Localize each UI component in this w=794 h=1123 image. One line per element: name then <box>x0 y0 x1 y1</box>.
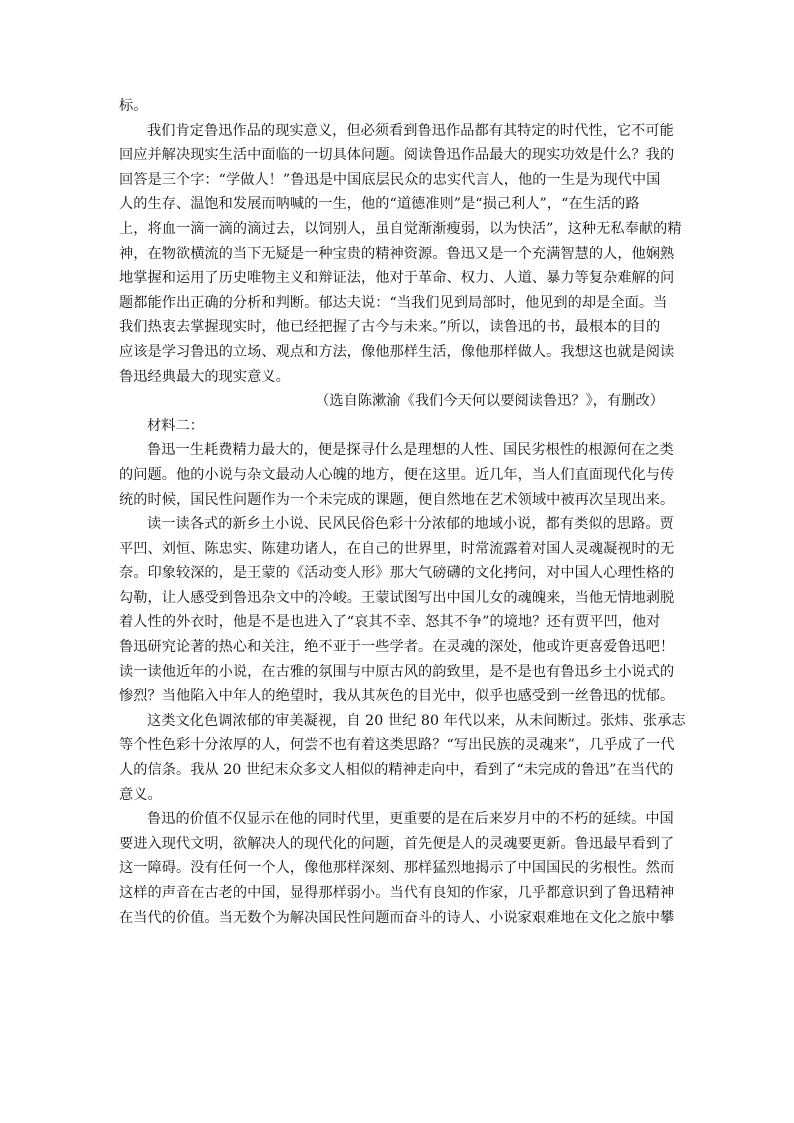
text-line: 上，将血一滴一滴的滴过去，以饲别人，虽自觉渐渐瘦弱，以为快活”，这种无私奉献的精 <box>119 220 682 237</box>
text-line: 奈。印象较深的，是王蒙的《活动变人形》那大气磅礴的文化拷问，对中国人心理性格的 <box>119 565 675 582</box>
text-line: 人的生存、温饱和发展而呐喊的一生，他的“道德准则”是“损己利人”，“在生活的路 <box>119 196 640 213</box>
text-line: 着人性的外衣时，他是不是也进入了“哀其不幸、怒其不争”的境地？还有贾平凹，他对 <box>119 614 661 631</box>
text-line: 神，在物欲横流的当下无疑是一种宝贵的精神资源。鲁迅又是一个充满智慧的人，他娴熟 <box>119 245 675 262</box>
text-line: 读一读他近年的小说，在古雅的氛围与中原古风的韵致里，是不是也有鲁迅乡土小说式的 <box>119 663 675 680</box>
text-line: 等个性色彩十分浓厚的人，何尝不也有着这类思路？“写出民族的灵魂来”，几乎成了一代 <box>119 737 675 754</box>
text-line: 这样的声音在古老的中国，显得那样弱小。当代有良知的作家，几乎都意识到了鲁迅精神 <box>119 885 675 901</box>
text-line: 的问题。他的小说与杂文最动人心魄的地方，便在这里。近几年，当人们直面现代化与传 <box>119 466 675 483</box>
text-line: 鲁迅研究论著的热心和关注，绝不亚于一些学者。在灵魂的深处，他或许更喜爱鲁迅吧！ <box>119 639 675 656</box>
text-line: 人的信条。我从 20 世纪末众多文人相似的精神走向中，看到了“未完成的鲁迅”在当代的 <box>119 762 674 779</box>
text-line: 鲁迅经典最大的现实意义。 <box>119 368 290 385</box>
text-line: 在当代的价值。当无数个为解决国民性问题而奋斗的诗人、小说家艰难地在文化之旅中攀 <box>119 909 675 926</box>
text-line: 勾勒，让人感受到鲁迅杂文中的冷峻。王蒙试图写出中国儿女的魂魄来，当他无情地剥脱 <box>119 589 675 606</box>
source-citation: （选自陈漱渝《我们今天何以要阅读鲁迅？》，有删改） <box>315 393 664 410</box>
text-line: 我们肯定鲁迅作品的现实意义，但必须看到鲁迅作品都有其特定的时代性，它不可能 <box>147 122 674 139</box>
text-line: 地掌握和运用了历史唯物主义和辩证法，他对于革命、权力、人道、暴力等复杂难解的问 <box>119 270 675 287</box>
document-page <box>119 94 686 930</box>
text-line: 读一读各式的新乡土小说、民风民俗色彩十分浓郁的地域小说，都有类似的思路。贾 <box>147 516 674 533</box>
text-line: 鲁迅一生耗费精力最大的，便是探寻什么是理想的人性、国民劣根性的根源何在之类 <box>147 442 674 459</box>
text-line: 标。 <box>119 98 148 114</box>
text-line: 惨烈？当他陷入中年人的绝望时，我从其灰色的目光中，似乎也感受到一丝鲁迅的忧郁。 <box>119 688 675 705</box>
text-line: 平凹、刘恒、陈忠实、陈建功诸人，在自己的世界里，时常流露着对国人灵魂凝视时的无 <box>119 540 675 557</box>
text-line: 应该是学习鲁迅的立场、观点和方法，像他那样生活，像他那样做人。我想这也就是阅读 <box>119 343 675 360</box>
text-line: 意义。 <box>119 786 162 803</box>
text-line: 回答是三个字：“学做人！”鲁迅是中国底层民众的忠实代言人，他的一生是为现代中国 <box>119 171 661 188</box>
text-line: 这类文化色调浓郁的审美凝视，自 20 世纪 80 年代以来，从未间断过。张炜、张承志 <box>147 712 686 729</box>
text-line: 回应并解决现实生活中面临的一切具体问题。阅读鲁迅作品最大的现实功效是什么？我的 <box>119 147 675 164</box>
text-line: 统的时候，国民性问题作为一个未完成的课题，便自然地在艺术领域中被再次呈现出来。 <box>119 491 675 508</box>
text-line: 这一障碍。没有任何一个人，像他那样深刻、那样猛烈地揭示了中国国民的劣根性。然而 <box>119 860 675 877</box>
text-line: 题都能作出正确的分析和判断。郁达夫说：“当我们见到局部时，他见到的却是全面。当 <box>119 294 668 311</box>
text-line: 要进入现代文明，欲解决人的现代化的问题，首先便是人的灵魂要更新。鲁迅最早看到了 <box>119 835 675 852</box>
text-line: 鲁迅的价值不仅显示在他的同时代里，更重要的是在后来岁月中的不朽的延续。中国 <box>147 811 674 828</box>
section-heading: 材料二： <box>147 417 204 434</box>
text-line: 我们热衷去掌握现实时，他已经把握了古今与未来。”所以，读鲁迅的书，最根本的目的 <box>119 319 661 336</box>
